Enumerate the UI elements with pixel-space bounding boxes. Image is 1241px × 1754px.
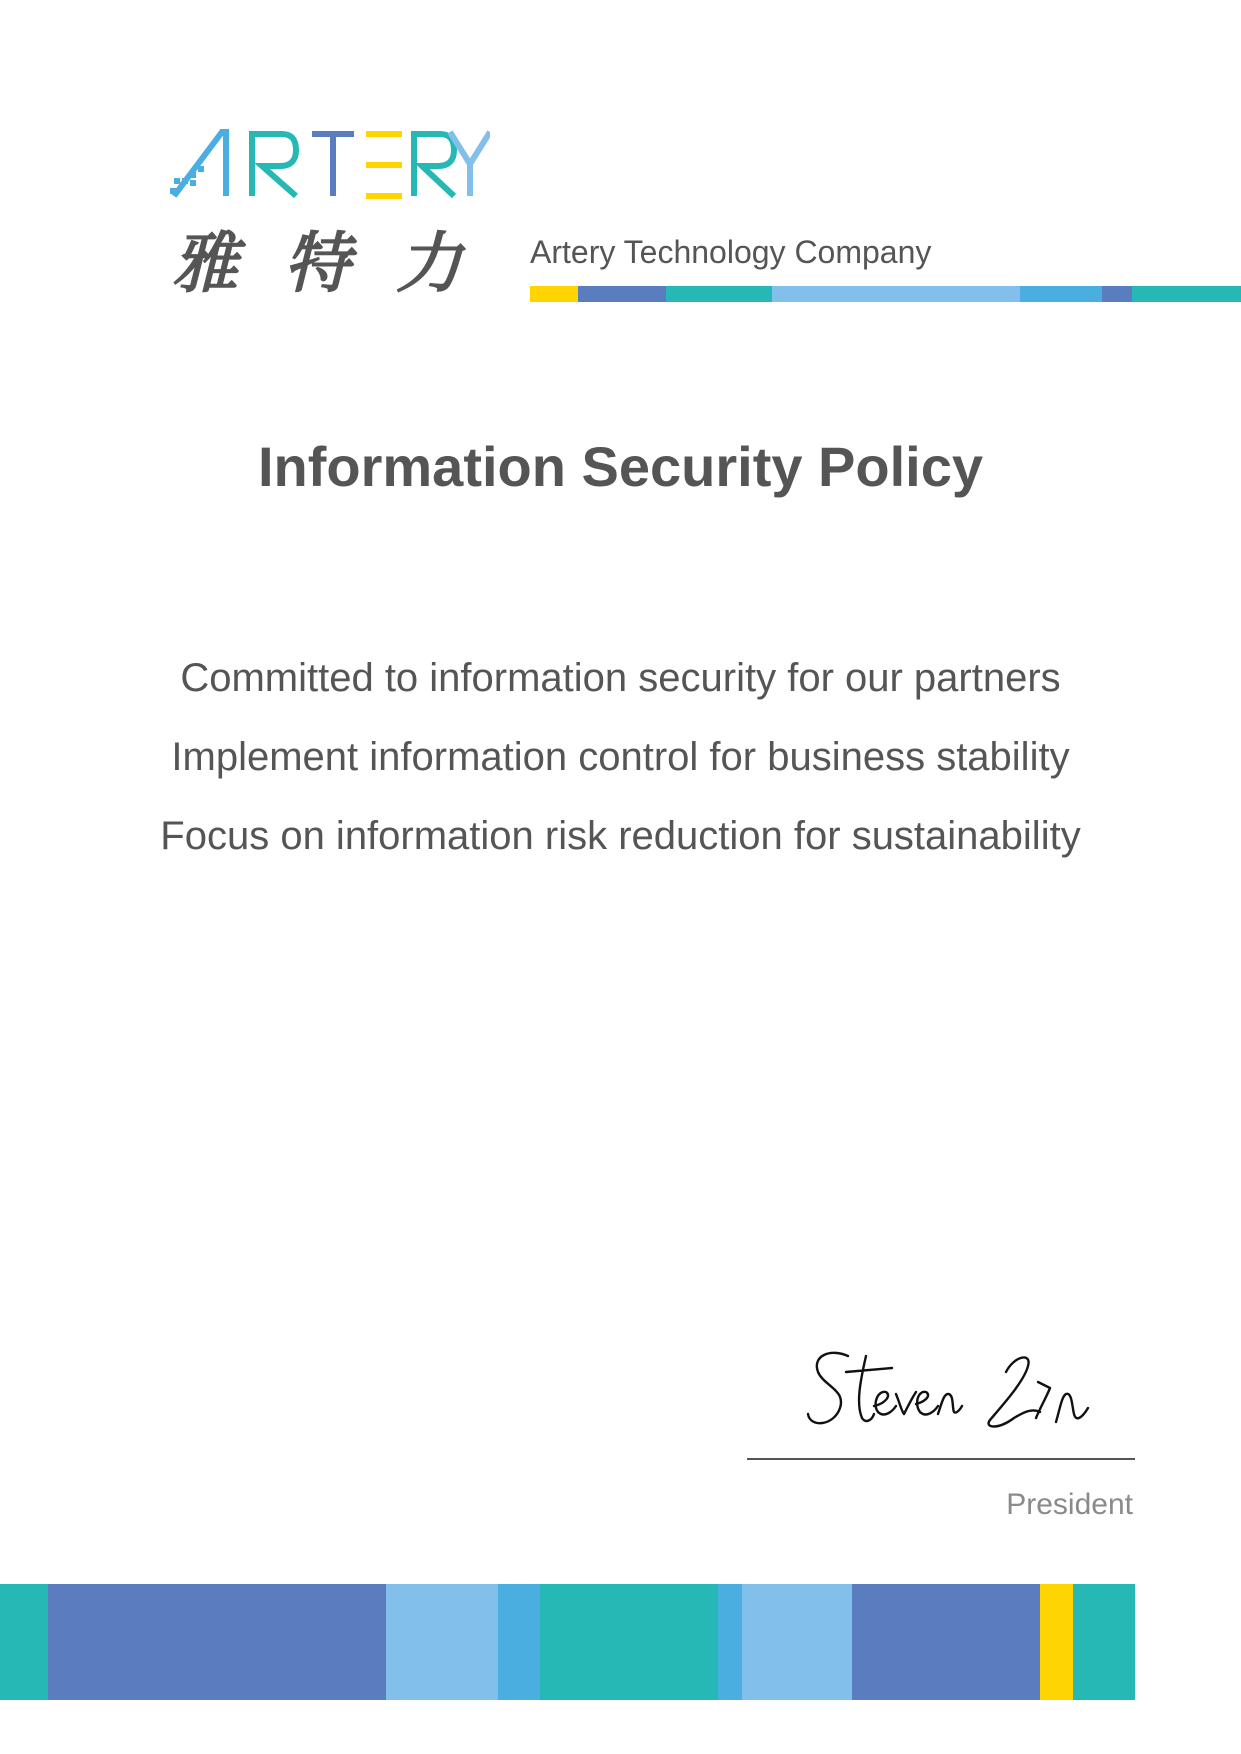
- header-color-bar: [530, 286, 1241, 302]
- policy-statement: Focus on information risk reduction for sustainability: [160, 814, 1081, 858]
- bar-segment: [48, 1584, 386, 1700]
- logo-chinese-name: 雅特力: [172, 225, 508, 302]
- policy-statement: Implement information control for business stability: [171, 735, 1070, 779]
- bar-segment: [578, 286, 666, 302]
- policy-statements: [0, 652, 1241, 889]
- bar-segment: [1020, 286, 1102, 302]
- signer-role: President: [1006, 1488, 1133, 1521]
- bar-segment: [386, 1584, 498, 1700]
- bar-segment: [666, 286, 772, 302]
- footer-color-bar: [0, 1584, 1135, 1700]
- company-name: Artery Technology Company: [530, 234, 932, 270]
- signature-icon: [800, 1342, 1110, 1442]
- bar-segment: [718, 1584, 742, 1700]
- bar-segment: [852, 1584, 1040, 1700]
- bar-segment: [0, 1584, 48, 1700]
- policy-statement: Committed to information security for our partners: [180, 656, 1061, 700]
- bar-segment: [772, 286, 1020, 302]
- bar-segment: [742, 1584, 852, 1700]
- bar-segment: [1073, 1584, 1135, 1700]
- page-title: Information Security Policy: [257, 435, 984, 498]
- bar-segment: [1040, 1584, 1073, 1700]
- bar-segment: [498, 1584, 540, 1700]
- artery-logo: [170, 128, 508, 308]
- artery-wordmark-icon: [170, 128, 490, 208]
- bar-segment: [530, 286, 578, 302]
- bar-segment: [540, 1584, 718, 1700]
- signature-line: [747, 1458, 1135, 1460]
- bar-segment: [1132, 286, 1241, 302]
- bar-segment: [1102, 286, 1132, 302]
